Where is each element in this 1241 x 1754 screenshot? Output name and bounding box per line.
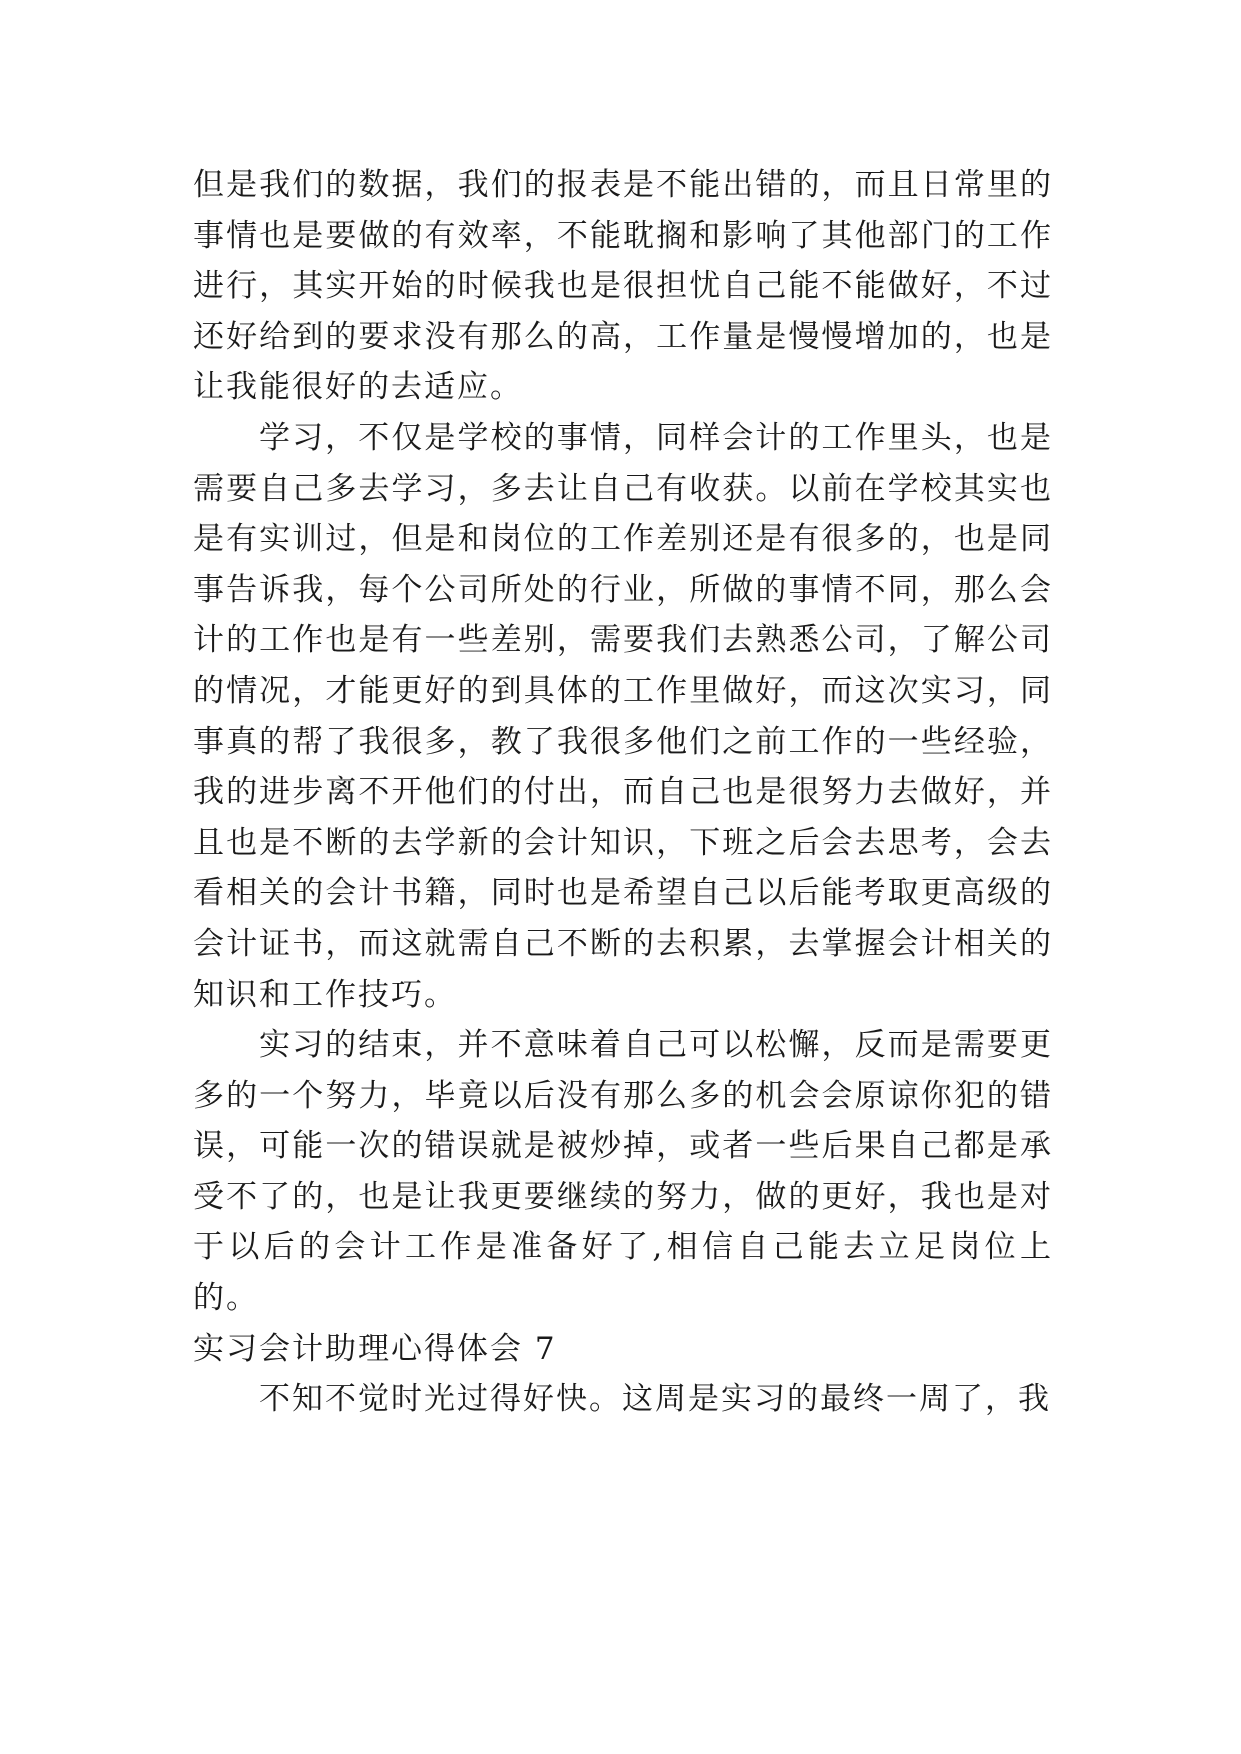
paragraph-3: 实习的结束，并不意味着自己可以松懈，反而是需要更多的一个努力，毕竟以后没有那么多的机会会原谅你犯的错误，可能一次的错误就是被炒掉，或者一些后果自己都是承受不了的，也是让我更要继续的努力，做的更好，我也是对于以后的会计工作是准备好了,相信自己能去立足岗位上的。 (193, 1027, 1053, 1317)
section-heading: 实习会计助理心得体会 7 (193, 1330, 557, 1367)
paragraph-1: 但是我们的数据，我们的报表是不能出错的，而且日常里的事情也是要做的有效率，不能耽搁和影响了其他部门的工作进行，其实开始的时候我也是很担忧自己能不能做好，不过还好给到的要求没有那么的高，工作量是慢慢增加的，也是让我能很好的去适应。 (193, 167, 1053, 406)
paragraph-2: 学习，不仅是学校的事情，同样会计的工作里头，也是需要自己多去学习，多去让自己有收获。以前在学校其实也是有实训过，但是和岗位的工作差别还是有很多的，也是同事告诉我，每个公司所处的行业，所做的事情不同，那么会计的工作也是有一些差别，需要我们去熟悉公司，了解公司的情况，才能更好的到具体的工作里做好，而这次实习，同事真的帮了我很多，教了我很多他们之前工作的一些经验，我的进步离不开他们的付出，而自己也是很努力去做好，并且也是不断的去学新的会计知识，下班之后会去思考，会去看相关的会计书籍，同时也是希望自己以后能考取更高级的会计证书，而这就需自己不断的去积累，去掌握会计相关的知识和工作技巧。 (193, 419, 1053, 1013)
paragraph-4: 不知不觉时光过得好快。这周是实习的最终一周了，我 (259, 1381, 1051, 1418)
document-body (193, 160, 1053, 1425)
